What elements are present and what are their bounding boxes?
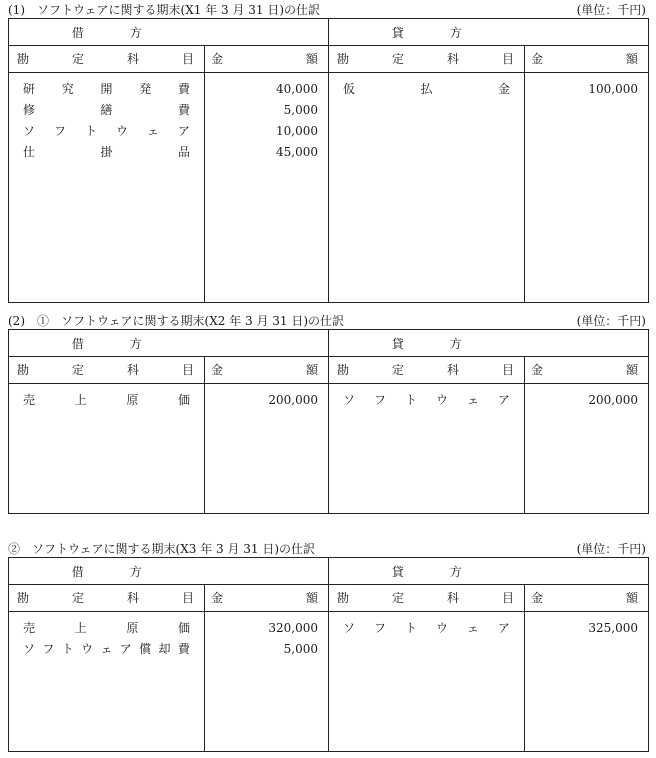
credit-amounts-cell bbox=[525, 384, 649, 514]
account-header-label bbox=[329, 585, 524, 611]
amount-header-char: 金 bbox=[531, 363, 544, 377]
amount-header-char: 金 bbox=[211, 363, 224, 377]
account-char: 売 bbox=[23, 621, 36, 635]
account-header-char: 科 bbox=[446, 363, 459, 377]
account-header-label bbox=[9, 357, 204, 383]
account-char: ウ bbox=[115, 124, 128, 138]
debit-account-line bbox=[9, 79, 204, 100]
credit-amounts-cell bbox=[525, 73, 649, 303]
unit-label: (単位：千円) bbox=[576, 3, 646, 17]
debit-char: 借 bbox=[71, 336, 84, 351]
account-char: 払 bbox=[420, 82, 433, 96]
account-header-char: 勘 bbox=[17, 52, 30, 66]
unit-label: (単位：千円) bbox=[576, 542, 646, 556]
debit-char: 借 bbox=[71, 25, 84, 40]
debit-header-filler bbox=[205, 330, 329, 357]
debit-account-line bbox=[9, 142, 204, 163]
account-char: ウ bbox=[435, 393, 448, 407]
debit-account-line bbox=[9, 121, 204, 142]
credit-label bbox=[392, 335, 462, 352]
credit-char: 貸 bbox=[391, 336, 404, 351]
account-header-char: 勘 bbox=[337, 363, 350, 377]
credit-amounts-cell bbox=[525, 612, 649, 752]
account-header-label bbox=[329, 46, 524, 72]
credit-amount-list bbox=[525, 73, 648, 100]
debit-label bbox=[72, 563, 142, 580]
debit-amount: 320,000 bbox=[268, 621, 318, 635]
credit-account-line bbox=[329, 79, 524, 100]
account-header-char: 定 bbox=[391, 591, 404, 605]
account-char: 発 bbox=[139, 82, 152, 96]
account-char: 仮 bbox=[343, 82, 356, 96]
account-char: ェ bbox=[146, 124, 159, 138]
amount-header-char: 金 bbox=[211, 52, 224, 66]
account-header-char: 目 bbox=[501, 363, 514, 377]
credit-amount: 200,000 bbox=[588, 393, 638, 407]
debit-header-filler bbox=[205, 558, 329, 585]
amount-header-char: 額 bbox=[625, 52, 638, 66]
side-header-row bbox=[9, 19, 649, 46]
account-char: ア bbox=[177, 124, 190, 138]
account-char: ア bbox=[497, 393, 510, 407]
account-char: 品 bbox=[177, 145, 190, 159]
journal-table bbox=[8, 18, 649, 303]
debit-header bbox=[9, 330, 205, 357]
amount-header-label bbox=[205, 46, 328, 72]
entries-row bbox=[9, 73, 649, 303]
journal-section-3 bbox=[8, 541, 648, 752]
debit-account-line bbox=[9, 618, 204, 639]
account-column-header bbox=[9, 46, 205, 73]
debit-account-list bbox=[9, 612, 204, 660]
account-char: 原 bbox=[126, 621, 139, 635]
amount-column-header bbox=[525, 357, 649, 384]
column-header-row bbox=[9, 585, 649, 612]
account-header-char: 目 bbox=[501, 52, 514, 66]
account-char: フ bbox=[373, 621, 386, 635]
account-char: ソ bbox=[343, 393, 356, 407]
debit-amount-list bbox=[205, 384, 328, 411]
debit-amount: 45,000 bbox=[276, 145, 318, 159]
account-header-char: 科 bbox=[446, 52, 459, 66]
account-char: 売 bbox=[23, 393, 36, 407]
section-title: (1) ソフトウェアに関する期末(X1 年 3 月 31 日)の仕訳 bbox=[8, 3, 321, 17]
account-char: 費 bbox=[177, 103, 190, 117]
account-char: 原 bbox=[126, 393, 139, 407]
debit-account-line bbox=[9, 639, 204, 660]
credit-char: 貸 bbox=[391, 564, 404, 579]
credit-char: 方 bbox=[449, 336, 462, 351]
account-header-char: 科 bbox=[446, 591, 459, 605]
amount-header-char: 額 bbox=[305, 52, 318, 66]
account-header-char: 勘 bbox=[17, 591, 30, 605]
account-char: フ bbox=[53, 124, 66, 138]
debit-amount: 40,000 bbox=[276, 82, 318, 96]
debit-accounts-cell bbox=[9, 384, 205, 514]
credit-header bbox=[329, 558, 525, 585]
account-char: 掛 bbox=[100, 145, 113, 159]
amount-column-header bbox=[525, 585, 649, 612]
debit-account-line bbox=[9, 100, 204, 121]
amount-column-header bbox=[205, 585, 329, 612]
account-header-char: 定 bbox=[71, 363, 84, 377]
debit-account-list bbox=[9, 73, 204, 163]
account-char: 費 bbox=[177, 82, 190, 96]
account-char: ソ bbox=[23, 124, 36, 138]
amount-header-char: 額 bbox=[305, 591, 318, 605]
amount-header-label bbox=[525, 46, 648, 72]
account-column-header bbox=[329, 585, 525, 612]
account-header-char: 目 bbox=[181, 363, 194, 377]
account-char: 金 bbox=[497, 82, 510, 96]
account-header-char: 定 bbox=[71, 52, 84, 66]
account-char: ウ bbox=[435, 621, 448, 635]
debit-amounts-cell bbox=[205, 384, 329, 514]
credit-header-filler bbox=[525, 330, 649, 357]
credit-account-list bbox=[329, 73, 524, 100]
amount-header-label bbox=[205, 585, 328, 611]
debit-header-filler bbox=[205, 19, 329, 46]
amount-column-header bbox=[205, 46, 329, 73]
account-char: 上 bbox=[74, 393, 87, 407]
account-column-header bbox=[9, 585, 205, 612]
debit-accounts-cell bbox=[9, 612, 205, 752]
debit-char: 借 bbox=[71, 564, 84, 579]
credit-label bbox=[392, 563, 462, 580]
amount-header-char: 金 bbox=[211, 591, 224, 605]
account-char: 価 bbox=[177, 393, 190, 407]
account-header-char: 勘 bbox=[17, 363, 30, 377]
credit-header-filler bbox=[525, 558, 649, 585]
credit-accounts-cell bbox=[329, 73, 525, 303]
credit-account-line bbox=[329, 618, 524, 639]
credit-label bbox=[392, 24, 462, 41]
section-header bbox=[8, 541, 648, 557]
account-header-label bbox=[9, 585, 204, 611]
amount-header-label bbox=[205, 357, 328, 383]
debit-account-list bbox=[9, 384, 204, 411]
account-char: フ bbox=[42, 642, 55, 656]
account-char: ア bbox=[119, 642, 132, 656]
account-char: 価 bbox=[177, 621, 190, 635]
amount-header-char: 額 bbox=[625, 363, 638, 377]
debit-char: 方 bbox=[129, 564, 142, 579]
account-header-char: 勘 bbox=[337, 52, 350, 66]
account-header-char: 目 bbox=[181, 52, 194, 66]
account-header-char: 目 bbox=[181, 591, 194, 605]
debit-char: 方 bbox=[129, 336, 142, 351]
debit-label bbox=[72, 24, 142, 41]
account-header-char: 定 bbox=[391, 363, 404, 377]
credit-accounts-cell bbox=[329, 384, 525, 514]
journal-section-1 bbox=[8, 2, 648, 303]
account-header-char: 定 bbox=[391, 52, 404, 66]
credit-amount-list bbox=[525, 612, 648, 639]
account-column-header bbox=[9, 357, 205, 384]
account-char: 繕 bbox=[100, 103, 113, 117]
account-header-char: 勘 bbox=[337, 591, 350, 605]
credit-header-filler bbox=[525, 19, 649, 46]
account-column-header bbox=[329, 357, 525, 384]
debit-char: 方 bbox=[129, 25, 142, 40]
credit-char: 方 bbox=[449, 564, 462, 579]
side-header-row bbox=[9, 330, 649, 357]
debit-amount: 200,000 bbox=[268, 393, 318, 407]
credit-accounts-cell bbox=[329, 612, 525, 752]
debit-amount-list bbox=[205, 73, 328, 163]
entries-row bbox=[9, 612, 649, 752]
debit-amounts-cell bbox=[205, 612, 329, 752]
side-header-row bbox=[9, 558, 649, 585]
account-char: ェ bbox=[100, 642, 113, 656]
debit-amounts-cell bbox=[205, 73, 329, 303]
account-char: 研 bbox=[23, 82, 36, 96]
journal-table bbox=[8, 557, 649, 752]
debit-header bbox=[9, 19, 205, 46]
account-header-char: 目 bbox=[501, 591, 514, 605]
account-char: フ bbox=[373, 393, 386, 407]
credit-header bbox=[329, 19, 525, 46]
debit-amount: 5,000 bbox=[283, 103, 318, 117]
amount-header-char: 金 bbox=[531, 591, 544, 605]
credit-account-list bbox=[329, 384, 524, 411]
journal-section-2 bbox=[8, 313, 648, 514]
account-char: 開 bbox=[100, 82, 113, 96]
amount-header-char: 額 bbox=[305, 363, 318, 377]
account-char: 費 bbox=[177, 642, 190, 656]
account-char: ト bbox=[404, 621, 417, 635]
section-title: ② ソフトウェアに関する期末(X3 年 3 月 31 日)の仕訳 bbox=[8, 542, 316, 556]
amount-header-char: 金 bbox=[531, 52, 544, 66]
section-title: (2) ① ソフトウェアに関する期末(X2 年 3 月 31 日)の仕訳 bbox=[8, 314, 345, 328]
unit-label: (単位：千円) bbox=[576, 314, 646, 328]
amount-header-label bbox=[525, 585, 648, 611]
section-header bbox=[8, 2, 648, 18]
account-column-header bbox=[329, 46, 525, 73]
account-char: 却 bbox=[158, 642, 171, 656]
account-header-label bbox=[9, 46, 204, 72]
debit-label bbox=[72, 335, 142, 352]
account-char: ト bbox=[404, 393, 417, 407]
amount-column-header bbox=[205, 357, 329, 384]
credit-char: 方 bbox=[449, 25, 462, 40]
entries-row bbox=[9, 384, 649, 514]
account-header-char: 科 bbox=[126, 591, 139, 605]
debit-header bbox=[9, 558, 205, 585]
account-char: 究 bbox=[61, 82, 74, 96]
account-header-char: 科 bbox=[126, 52, 139, 66]
amount-header-label bbox=[525, 357, 648, 383]
account-char: ェ bbox=[466, 393, 479, 407]
debit-account-line bbox=[9, 390, 204, 411]
credit-account-list bbox=[329, 612, 524, 639]
account-char: ソ bbox=[343, 621, 356, 635]
column-header-row bbox=[9, 357, 649, 384]
credit-header bbox=[329, 330, 525, 357]
credit-amount: 100,000 bbox=[588, 82, 638, 96]
account-char: ア bbox=[497, 621, 510, 635]
account-char: 修 bbox=[23, 103, 36, 117]
account-char: ト bbox=[84, 124, 97, 138]
debit-accounts-cell bbox=[9, 73, 205, 303]
credit-char: 貸 bbox=[391, 25, 404, 40]
journal-table bbox=[8, 329, 649, 514]
amount-column-header bbox=[525, 46, 649, 73]
account-header-label bbox=[329, 357, 524, 383]
account-char: 償 bbox=[139, 642, 152, 656]
credit-account-line bbox=[329, 390, 524, 411]
credit-amount-list bbox=[525, 384, 648, 411]
column-header-row bbox=[9, 46, 649, 73]
amount-header-char: 額 bbox=[625, 591, 638, 605]
account-header-char: 定 bbox=[71, 591, 84, 605]
account-char: ウ bbox=[81, 642, 94, 656]
account-char: ト bbox=[61, 642, 74, 656]
credit-amount: 325,000 bbox=[588, 621, 638, 635]
debit-amount: 10,000 bbox=[276, 124, 318, 138]
account-char: ソ bbox=[23, 642, 36, 656]
account-header-char: 科 bbox=[126, 363, 139, 377]
account-char: 仕 bbox=[23, 145, 36, 159]
debit-amount: 5,000 bbox=[283, 642, 318, 656]
debit-amount-list bbox=[205, 612, 328, 660]
section-header bbox=[8, 313, 648, 329]
account-char: ェ bbox=[466, 621, 479, 635]
account-char: 上 bbox=[74, 621, 87, 635]
